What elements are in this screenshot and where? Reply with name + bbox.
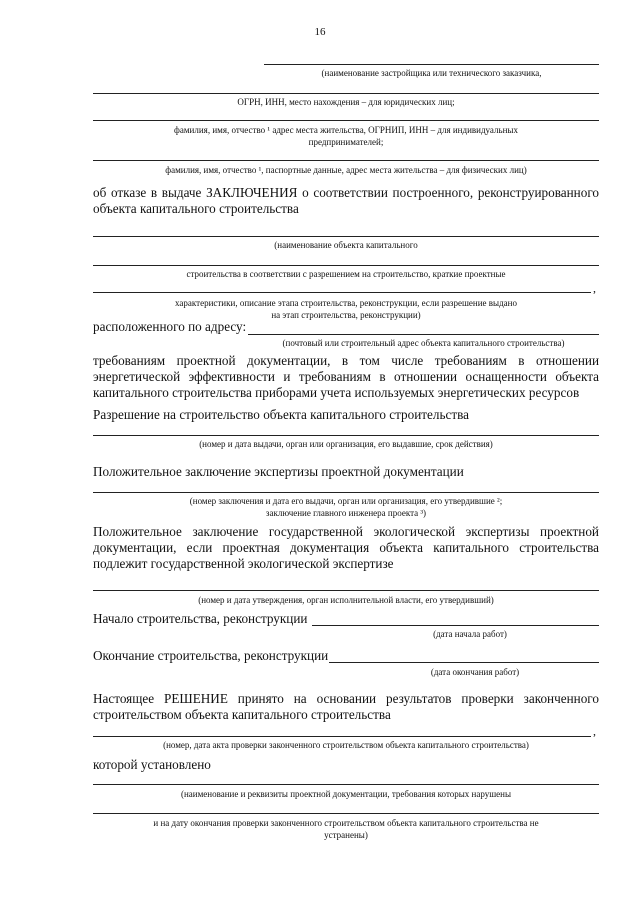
start-label: Начало строительства, реконструкции (93, 611, 308, 626)
individual-line (93, 160, 599, 161)
object-characteristics-line (93, 292, 591, 293)
legal-entity-line (93, 93, 599, 94)
permit-label: Разрешение на строительство объекта капитального строительства (93, 407, 470, 422)
object-permit-line (93, 265, 599, 266)
start-caption: (дата начала работ) (433, 629, 507, 639)
end-caption: (дата окончания работ) (430, 667, 520, 677)
characteristics-caption-line2: на этап строительства, реконструкции) (271, 310, 421, 320)
permit-line (93, 435, 599, 436)
eco-expertise-line (93, 590, 599, 591)
start-date-line (312, 625, 599, 626)
end-label: Окончание строительства, реконструкции (93, 648, 329, 663)
expertise-line (93, 492, 599, 493)
expertise-caption-line1: (номер заключения и дата его выдачи, орган или организация, его утвердившие ²; (189, 496, 503, 506)
eco-expertise-caption: (номер и дата утверждения, орган исполнительной власти, его утвердивший) (198, 595, 494, 605)
final-line (93, 813, 599, 814)
final-caption-line1: и на дату окончания проверки законченного строительством объекта капитального строительства не (153, 818, 539, 828)
entrepreneur-line (93, 120, 599, 121)
entrepreneur-caption-line1: фамилия, имя, отчество ¹ адрес места жительства, ОГРНИП, ИНН – для индивидуальных (174, 125, 518, 135)
address-caption: (почтовый или строительный адрес объекта капитального строительства) (282, 338, 565, 348)
entrepreneur-caption-line2: предпринимателей; (308, 137, 384, 147)
developer-line (264, 64, 599, 65)
end-date-line (329, 662, 599, 663)
established-label: которой установлено (93, 757, 211, 772)
developer-caption: (наименование застройщика или технического заказчика, (321, 68, 542, 78)
object-characteristics-comma: , (593, 281, 596, 295)
eco-expertise-text: Положительное заключение государственной экологической экспертизы проектной документации, если проектная документация объекта капитального строительства подлежит государственной экологической экспертизе (93, 524, 599, 571)
permit-caption: (номер и дата выдачи, орган или организация, его выдавшие, срок действия) (199, 439, 493, 449)
violated-line (93, 784, 599, 785)
refusal-title: об отказе в выдаче ЗАКЛЮЧЕНИЯ о соответствии построенного, реконструированного объекта капитального строительства (93, 185, 599, 216)
decision-text: Настоящее РЕШЕНИЕ принято на основании результатов проверки законченного строительством объекта капитального строительства (93, 691, 599, 722)
characteristics-caption-line1: характеристики, описание этапа строительства, реконструкции, если разрешение выдано (175, 298, 517, 308)
requirements-text: требованиям проектной документации, в том числе требованиям в отношении энергетической эффективности и требованиям в отношении оснащенности объекта капитального строительства приборами учета используемых энергетических ресурсов (93, 353, 599, 400)
object-name-line (93, 236, 599, 237)
expertise-label: Положительное заключение экспертизы проектной документации (93, 464, 464, 479)
decision-act-comma: , (593, 724, 596, 738)
address-label: расположенного по адресу: (93, 319, 247, 334)
object-name-caption: (наименование объекта капитального (274, 240, 418, 250)
address-line (248, 334, 599, 335)
final-caption-line2: устранены) (324, 830, 368, 840)
legal-entity-caption: ОГРН, ИНН, место нахождения – для юридических лиц; (237, 97, 455, 107)
page-number: 16 (314, 26, 326, 38)
decision-act-line (93, 736, 591, 737)
individual-caption: фамилия, имя, отчество ¹, паспортные данные, адрес места жительства – для физических лиц) (165, 165, 527, 175)
expertise-caption-line2: заключение главного инженера проекта ³) (265, 508, 427, 518)
object-permit-caption: строительства в соответствии с разрешением на строительство, краткие проектные (186, 269, 506, 279)
violated-caption: (наименование и реквизиты проектной документации, требования которых нарушены (180, 789, 512, 799)
decision-act-caption: (номер, дата акта проверки законченного строительством объекта капитального строительства) (163, 740, 529, 750)
